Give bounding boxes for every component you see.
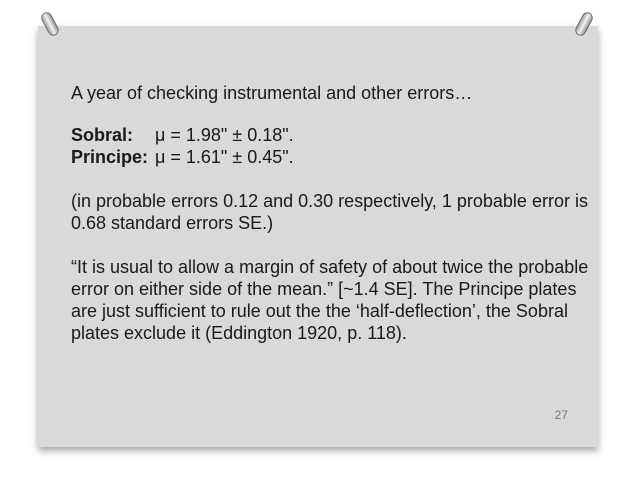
probable-error-note: (in probable errors 0.12 and 0.30 respectively, 1 probable error is 0.68 standard errors SE.) [71, 191, 588, 233]
measurement-value: μ = 1.98" ± 0.18". [155, 125, 294, 145]
measurement-site: Principe: [71, 147, 149, 167]
measurement-site: Sobral: [71, 125, 134, 145]
measurement-row [71, 146, 294, 168]
eddington-quote: “It is usual to allow a margin of safety of about twice the probable error on either side of the mean.” [~1.4 SE]. The Principe plates are just sufficient to rule out the the ‘half-deflection’, the Sobral plates exclude it (Eddington 1920, p. 118). [71, 257, 589, 343]
slide-heading: A year of checking instrumental and other errors… [71, 83, 473, 103]
slide-content [71, 82, 591, 344]
measurement-value: μ = 1.61" ± 0.45". [155, 147, 294, 167]
measurement-row [71, 124, 294, 146]
slide-number: 27 [554, 408, 568, 422]
measurements-table [71, 124, 294, 168]
